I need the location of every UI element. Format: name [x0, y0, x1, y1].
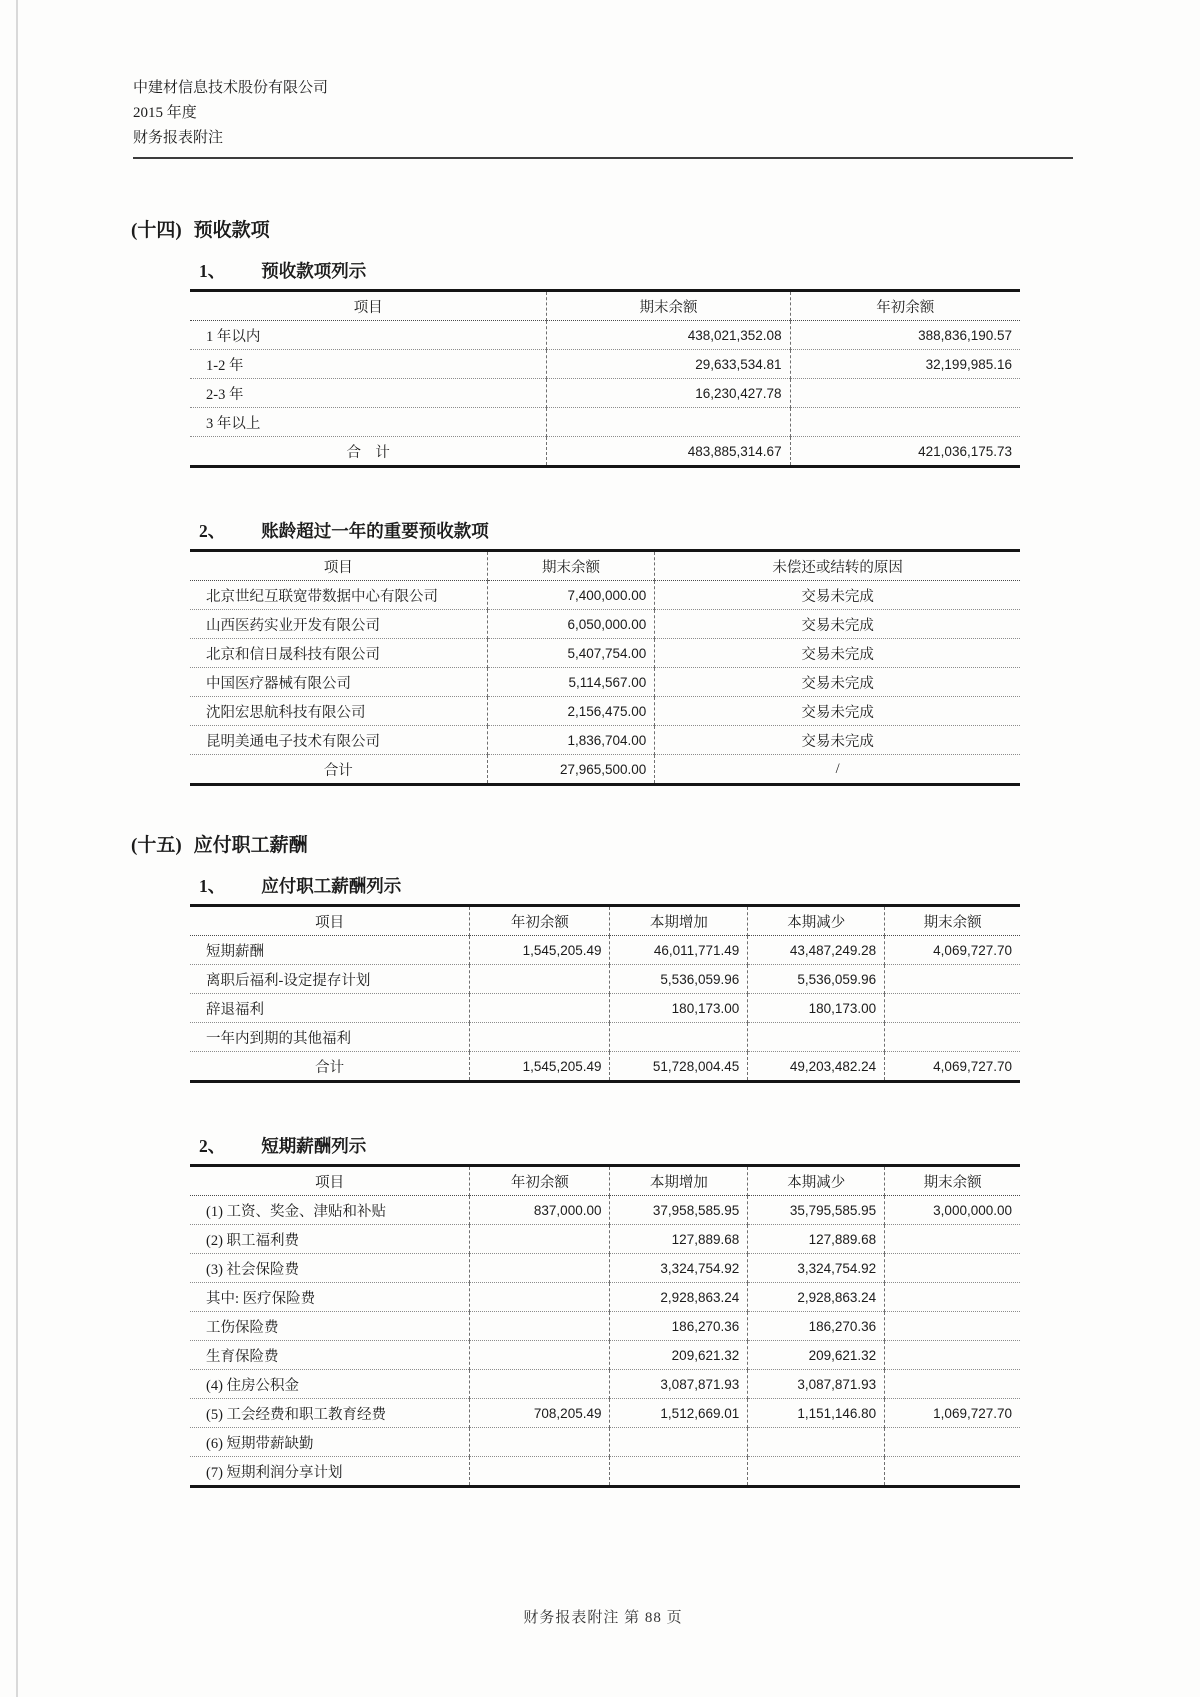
table-row [190, 379, 1020, 408]
column-header: 项目 [190, 1166, 470, 1196]
table-row [190, 965, 1020, 994]
table-cell: 3,324,754.92 [748, 1254, 885, 1283]
table-cell [790, 379, 1020, 408]
table-cell: (1) 工资、奖金、津贴和补贴 [190, 1196, 470, 1225]
table-cell: 3,087,871.93 [748, 1370, 885, 1399]
section-14-number: (十四) [131, 220, 182, 241]
total-row [190, 437, 1020, 467]
table-cell: 51,728,004.45 [610, 1052, 748, 1082]
table-cell [748, 1457, 885, 1487]
table-cell [547, 408, 790, 437]
payroll-payable-table [190, 904, 1020, 1083]
subsection-15-2-number: 2、 [199, 1136, 226, 1156]
table-row [190, 1283, 1020, 1312]
table-cell [748, 1023, 885, 1052]
table-row [190, 697, 1020, 726]
table-header-row [190, 906, 1020, 936]
table-row [190, 1023, 1020, 1052]
table-row [190, 1225, 1020, 1254]
table-cell: 43,487,249.28 [748, 936, 885, 965]
table-cell: 1,151,146.80 [748, 1399, 885, 1428]
table-cell: (3) 社会保险费 [190, 1254, 470, 1283]
table-cell: 合计 [323, 762, 353, 779]
subsection-14-1-title: 预收款项列示 [261, 261, 367, 281]
table-cell: 一年内到期的其他福利 [190, 1023, 470, 1052]
table-cell [470, 1225, 610, 1254]
subsection-14-1-number: 1、 [199, 261, 226, 281]
subsection-14-1-heading [199, 258, 1140, 283]
doc-title: 财务报表附注 [133, 130, 224, 146]
table-cell: 209,621.32 [610, 1341, 748, 1370]
table-cell: 短期薪酬 [190, 936, 470, 965]
table-cell: 1,545,205.49 [470, 1052, 610, 1082]
table-row [190, 668, 1020, 697]
table-cell [470, 1457, 610, 1487]
column-header: 本期增加 [610, 906, 748, 936]
table-row [190, 1196, 1020, 1225]
table-cell: 1,069,727.70 [885, 1399, 1020, 1428]
column-header: 本期减少 [748, 906, 885, 936]
table-cell: 5,536,059.96 [748, 965, 885, 994]
table-cell: 交易未完成 [655, 610, 1020, 639]
column-header: 期末余额 [547, 291, 790, 321]
table-cell: 7,400,000.00 [487, 581, 655, 610]
table-cell [470, 1254, 610, 1283]
table-row [190, 726, 1020, 755]
column-header: 年初余额 [790, 291, 1020, 321]
total-row [190, 1052, 1020, 1082]
section-15-number: (十五) [131, 835, 182, 856]
subsection-14-2-heading [199, 518, 1140, 543]
subsection-14-2-number: 2、 [199, 521, 226, 541]
table-cell: 昆明美通电子技术有限公司 [190, 726, 487, 755]
table-cell: 离职后福利-设定提存计划 [190, 965, 470, 994]
table-cell [885, 1341, 1020, 1370]
table-cell: 辞退福利 [190, 994, 470, 1023]
table-cell: / [655, 755, 1020, 785]
table-cell [748, 1428, 885, 1457]
table-cell: 209,621.32 [748, 1341, 885, 1370]
table-cell: 5,114,567.00 [487, 668, 655, 697]
header-rule [133, 157, 1073, 159]
subsection-15-1-number: 1、 [199, 876, 226, 896]
subsection-15-1-title: 应付职工薪酬列示 [261, 876, 402, 896]
fiscal-year: 2015 年度 [133, 105, 197, 121]
table-row [190, 321, 1020, 350]
table-cell [470, 1428, 610, 1457]
table-cell: (2) 职工福利费 [190, 1225, 470, 1254]
column-header: 本期减少 [748, 1166, 885, 1196]
table-cell: (5) 工会经费和职工教育经费 [190, 1399, 470, 1428]
table-row [190, 936, 1020, 965]
table-cell: 1 年以内 [190, 321, 547, 350]
table-cell [470, 994, 610, 1023]
table-cell [885, 1370, 1020, 1399]
table-cell: 交易未完成 [655, 726, 1020, 755]
short-term-compensation-table [190, 1164, 1020, 1488]
table-cell: 5,536,059.96 [610, 965, 748, 994]
table-cell [885, 1254, 1020, 1283]
table-row [190, 610, 1020, 639]
table-cell: 186,270.36 [610, 1312, 748, 1341]
subsection-15-2-heading [199, 1133, 1140, 1158]
table-cell [470, 1341, 610, 1370]
table-cell: 4,069,727.70 [885, 1052, 1020, 1082]
table-cell: 2,156,475.00 [487, 697, 655, 726]
table-cell: 交易未完成 [655, 581, 1020, 610]
table-cell [470, 1023, 610, 1052]
table-cell: 46,011,771.49 [610, 936, 748, 965]
table-cell: 708,205.49 [470, 1399, 610, 1428]
table-row [190, 1457, 1020, 1487]
column-header: 期末余额 [885, 1166, 1020, 1196]
total-row [190, 755, 1020, 785]
document-header [133, 76, 1140, 159]
table-header-row [190, 291, 1020, 321]
table-cell: 180,173.00 [610, 994, 748, 1023]
table-cell: 3,000,000.00 [885, 1196, 1020, 1225]
table-row [190, 1341, 1020, 1370]
aged-advance-receipts-table [190, 549, 1020, 786]
table-cell [885, 1312, 1020, 1341]
table-cell: 180,173.00 [748, 994, 885, 1023]
table-cell [885, 1428, 1020, 1457]
table-row [190, 639, 1020, 668]
table-cell: 沈阳宏思航科技有限公司 [190, 697, 487, 726]
table-cell [790, 408, 1020, 437]
table-cell: 35,795,585.95 [748, 1196, 885, 1225]
subsection-15-1-heading [199, 873, 1140, 898]
table-cell: 1,836,704.00 [487, 726, 655, 755]
table-cell: 5,407,754.00 [487, 639, 655, 668]
section-15-heading [131, 830, 1140, 857]
column-header: 年初余额 [470, 906, 610, 936]
table-cell [470, 1283, 610, 1312]
table-cell [610, 1023, 748, 1052]
section-14-title: 预收款项 [193, 220, 270, 241]
table-cell [885, 1225, 1020, 1254]
table-cell: (4) 住房公积金 [190, 1370, 470, 1399]
table-row [190, 1370, 1020, 1399]
column-header: 项目 [190, 906, 470, 936]
table-cell: 837,000.00 [470, 1196, 610, 1225]
table-cell [610, 1457, 748, 1487]
advance-receipts-table [190, 289, 1020, 468]
table-cell: 32,199,985.16 [790, 350, 1020, 379]
table-cell [885, 1023, 1020, 1052]
scan-edge-artifact [16, 0, 18, 1697]
table-cell: 16,230,427.78 [547, 379, 790, 408]
table-header-row [190, 1166, 1020, 1196]
table-row [190, 1399, 1020, 1428]
table-row [190, 1254, 1020, 1283]
column-header: 期末余额 [487, 551, 655, 581]
table-cell: (6) 短期带薪缺勤 [190, 1428, 470, 1457]
table-cell: 127,889.68 [610, 1225, 748, 1254]
section-14-heading [131, 215, 1140, 242]
table-cell [470, 1370, 610, 1399]
table-cell: 29,633,534.81 [547, 350, 790, 379]
table-row [190, 408, 1020, 437]
table-cell: 2-3 年 [190, 379, 547, 408]
table-cell: 4,069,727.70 [885, 936, 1020, 965]
table-cell: 生育保险费 [190, 1341, 470, 1370]
column-header: 项目 [190, 551, 487, 581]
table-cell: 交易未完成 [655, 668, 1020, 697]
table-cell [885, 1283, 1020, 1312]
table-cell: 438,021,352.08 [547, 321, 790, 350]
subsection-14-2-title: 账龄超过一年的重要预收款项 [261, 521, 489, 541]
table-cell: 49,203,482.24 [748, 1052, 885, 1082]
company-name: 中建材信息技术股份有限公司 [133, 80, 329, 96]
column-header: 年初余额 [470, 1166, 610, 1196]
table-cell: 27,965,500.00 [487, 755, 655, 785]
table-cell [885, 994, 1020, 1023]
table-row [190, 350, 1020, 379]
table-cell: 其中: 医疗保险费 [190, 1283, 470, 1312]
column-header: 本期增加 [610, 1166, 748, 1196]
table-cell: 3 年以上 [190, 408, 547, 437]
table-cell: 1,512,669.01 [610, 1399, 748, 1428]
table-row [190, 581, 1020, 610]
table-cell: 6,050,000.00 [487, 610, 655, 639]
table-row [190, 1428, 1020, 1457]
column-header: 未偿还或结转的原因 [655, 551, 1020, 581]
column-header: 期末余额 [885, 906, 1020, 936]
table-cell: 2,928,863.24 [748, 1283, 885, 1312]
table-header-row [190, 551, 1020, 581]
table-cell: 421,036,175.73 [790, 437, 1020, 467]
table-cell: 1-2 年 [190, 350, 547, 379]
table-cell [885, 1457, 1020, 1487]
table-cell: 1,545,205.49 [470, 936, 610, 965]
table-cell: 交易未完成 [655, 697, 1020, 726]
table-cell: (7) 短期利润分享计划 [206, 1464, 343, 1481]
table-cell: 工伤保险费 [190, 1312, 470, 1341]
table-cell: 127,889.68 [748, 1225, 885, 1254]
page-footer: 财务报表附注 第 88 页 [523, 1610, 683, 1626]
table-cell: 北京和信日晟科技有限公司 [190, 639, 487, 668]
section-15-title: 应付职工薪酬 [193, 835, 308, 856]
table-cell: 交易未完成 [655, 639, 1020, 668]
table-cell: 37,958,585.95 [610, 1196, 748, 1225]
table-cell: 合 计 [346, 444, 390, 461]
table-cell: 中国医疗器械有限公司 [190, 668, 487, 697]
table-row [190, 994, 1020, 1023]
table-cell: 合计 [315, 1059, 345, 1076]
table-cell [885, 965, 1020, 994]
table-cell [610, 1428, 748, 1457]
table-cell: 3,324,754.92 [610, 1254, 748, 1283]
column-header: 项目 [190, 291, 547, 321]
table-cell [470, 1312, 610, 1341]
table-cell: 483,885,314.67 [547, 437, 790, 467]
table-cell: 186,270.36 [748, 1312, 885, 1341]
subsection-15-2-title: 短期薪酬列示 [261, 1136, 367, 1156]
table-cell [470, 965, 610, 994]
table-cell: 388,836,190.57 [790, 321, 1020, 350]
table-row [190, 1312, 1020, 1341]
table-cell: 山西医药实业开发有限公司 [190, 610, 487, 639]
table-cell: 北京世纪互联宽带数据中心有限公司 [190, 581, 487, 610]
table-cell: 3,087,871.93 [610, 1370, 748, 1399]
table-cell: 2,928,863.24 [610, 1283, 748, 1312]
